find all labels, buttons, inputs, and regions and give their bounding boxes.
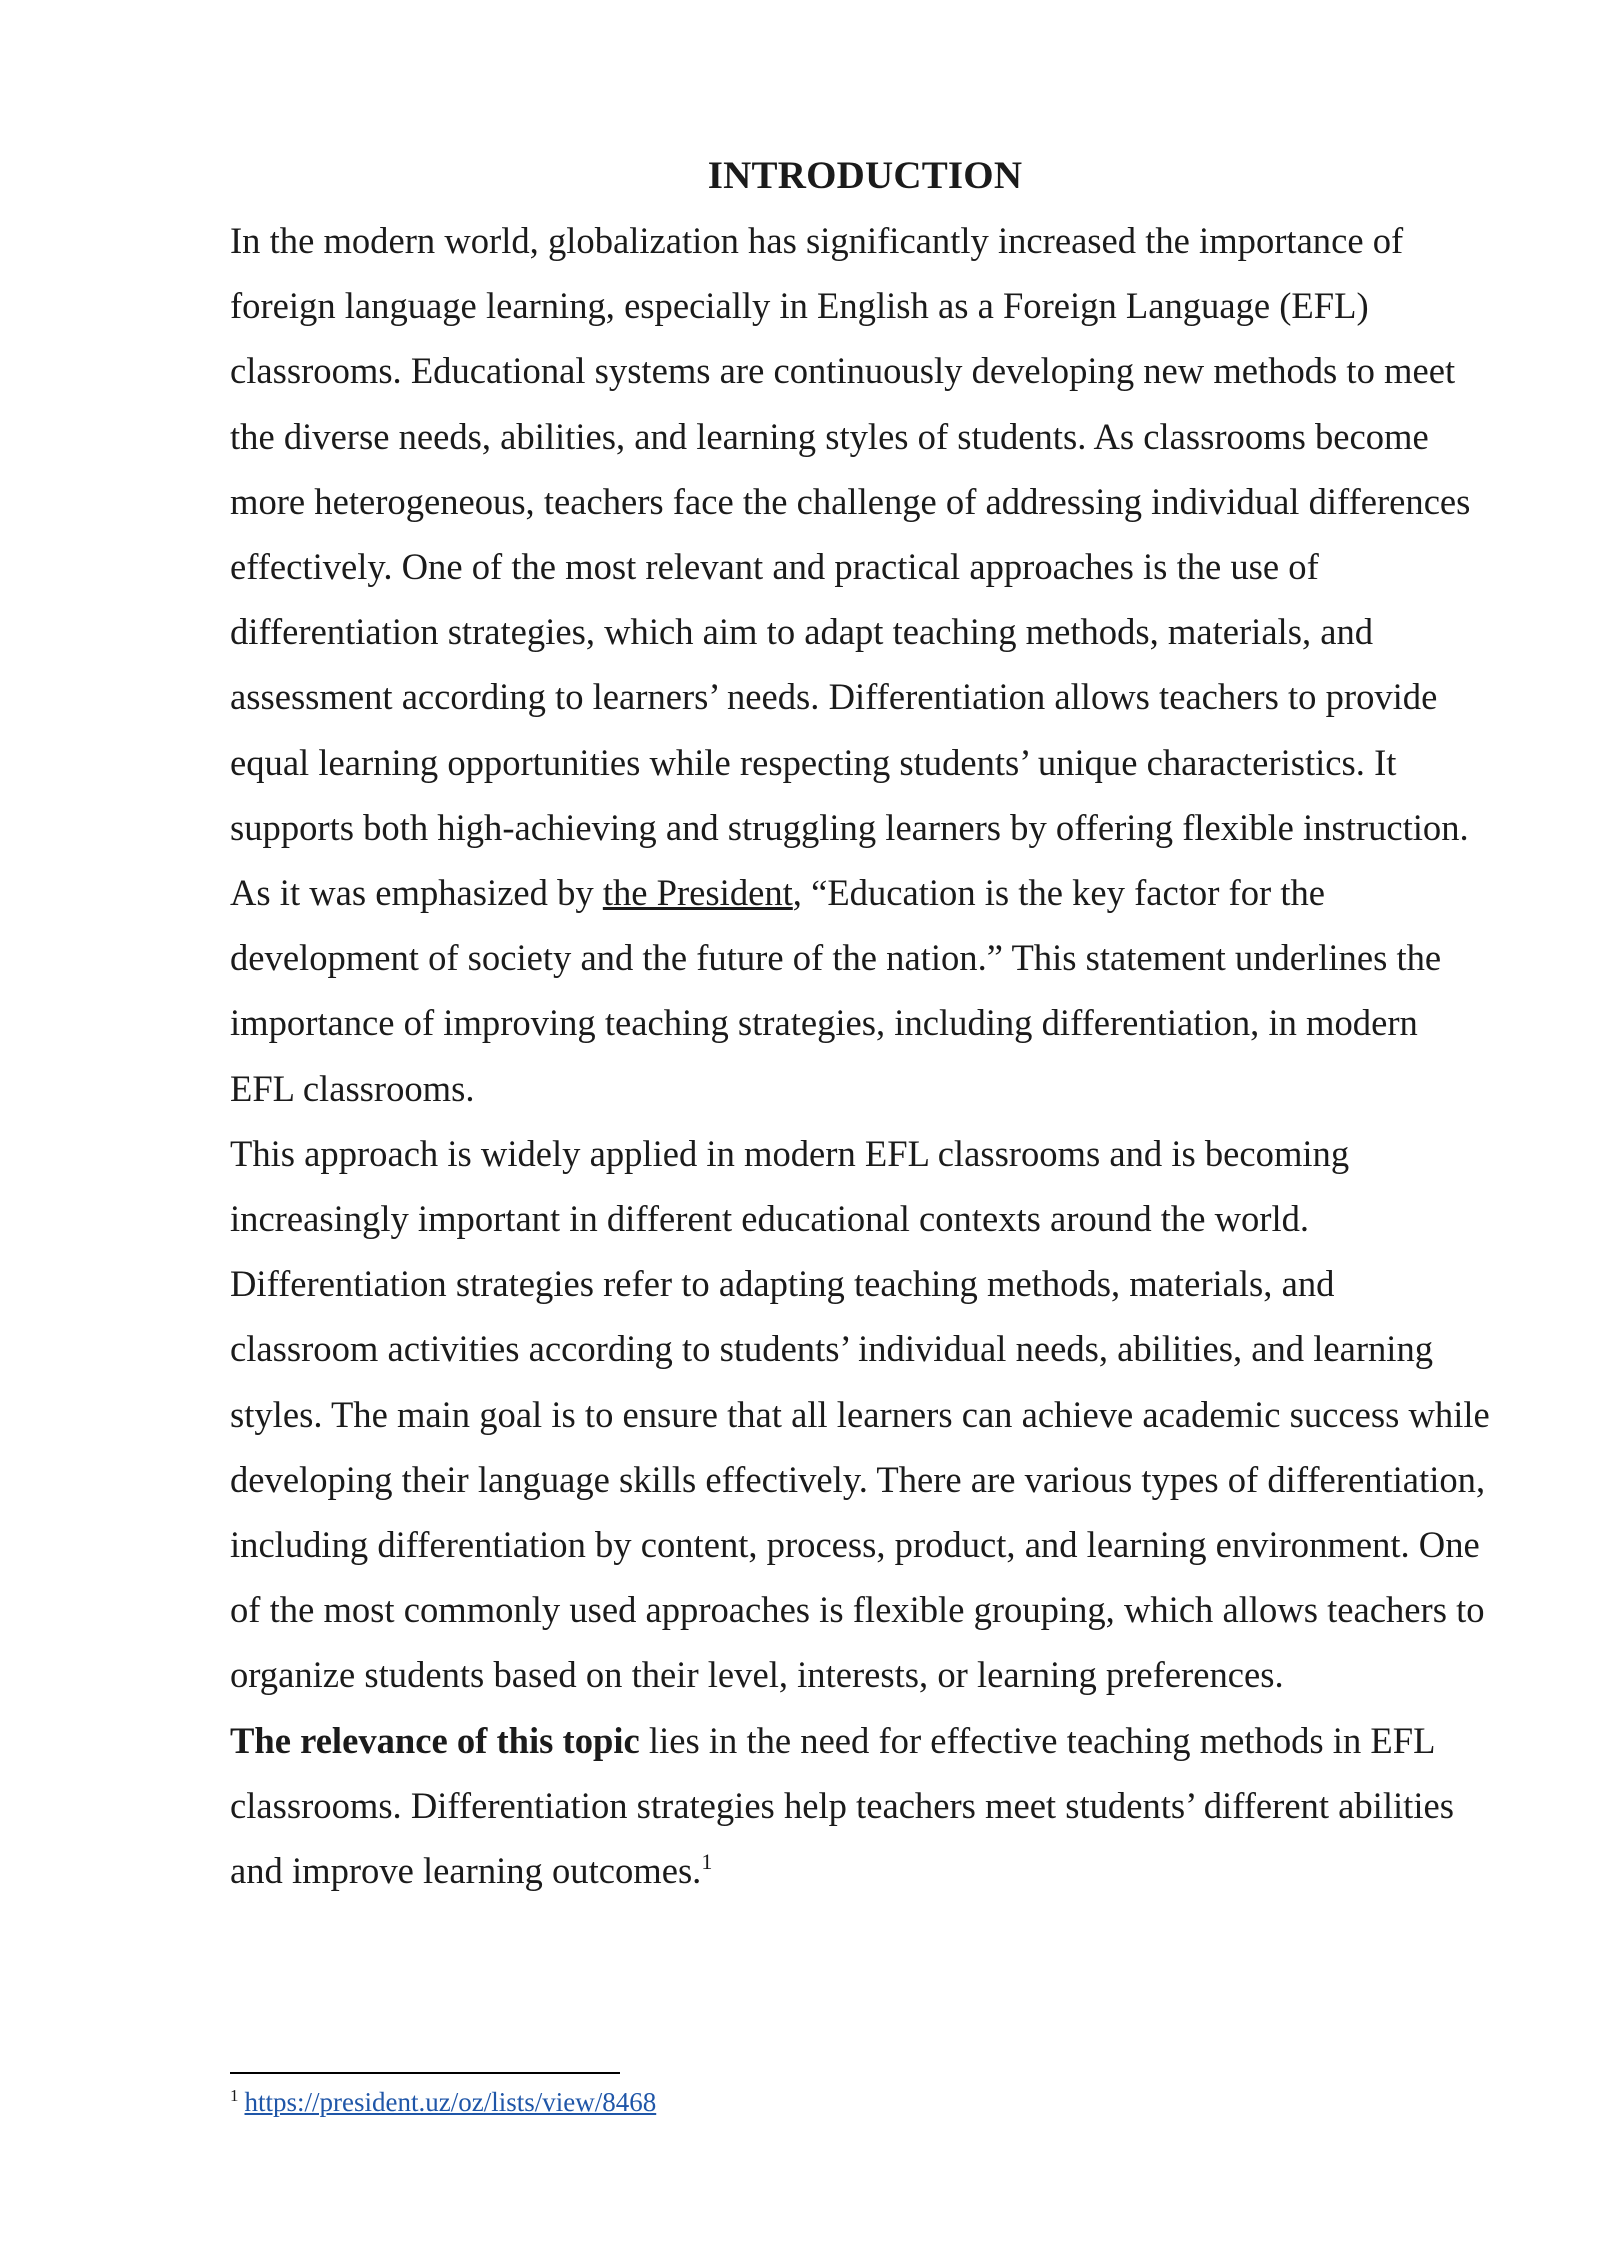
paragraph-2: This approach is widely applied in modern EFL classrooms and is becoming increasingly important in different educational contexts around the world. Differentiation strategies refer to adapting teaching methods, materials, and classroom activities according to students’ individual needs, abilities, and learning styles. The main goal is to ensure that all learners can achieve academic success while developing their language skills effectively. There are various types of differentiation, including differentiation by content, process, product, and learning environment. One of the most commonly used approaches is flexible grouping, which allows teachers to organize students based on their level, interests, or learning preferences.: [230, 1132, 1490, 1696]
relevance-bold-lead: The relevance of this topic: [230, 1719, 640, 1761]
page-title: INTRODUCTION: [707, 154, 1023, 197]
footnote-url-link[interactable]: https://president.uz/oz/lists/view/8468: [244, 2087, 657, 2117]
president-reference-link[interactable]: the President: [602, 872, 793, 914]
footnote-separator: [230, 2072, 620, 2074]
paragraph-3-text: lies in the need for effective teaching methods in EFL classrooms. Differentiation strategies help teachers meet students’ different abilities and improve learning outcomes.: [230, 1719, 1454, 1892]
footnote: [230, 2084, 656, 2120]
footnote-reference[interactable]: 1: [701, 1849, 713, 1875]
paragraph-1-text-after-link: , “Education is the key factor for the development of society and the future of the nation.” This statement underlines the importance of improving teaching strategies, including differentiation, in modern EFL classrooms.: [230, 872, 1442, 1109]
footnote-number: 1: [230, 2086, 239, 2105]
paragraph-1-text-before-link: In the modern world, globalization has significantly increased the importance of foreign language learning, especially in English as a Foreign Language (EFL) classrooms. Educational systems are continuously developing new methods to meet the diverse needs, abilities, and learning styles of students. As classrooms become more heterogeneous, teachers face the challenge of addressing individual differences effectively. One of the most relevant and practical approaches is the use of differentiation strategies, which aim to adapt teaching methods, materials, and assessment according to learners’ needs. Differentiation allows teachers to provide equal learning opportunities while respecting students’ unique characteristics. It supports both high-achieving and struggling learners by offering flexible instruction. As it was emphasized by: [230, 220, 1471, 914]
paragraph-3: [230, 1708, 1490, 1904]
paragraph-1: [230, 208, 1490, 1121]
body-text: [230, 208, 1490, 1903]
